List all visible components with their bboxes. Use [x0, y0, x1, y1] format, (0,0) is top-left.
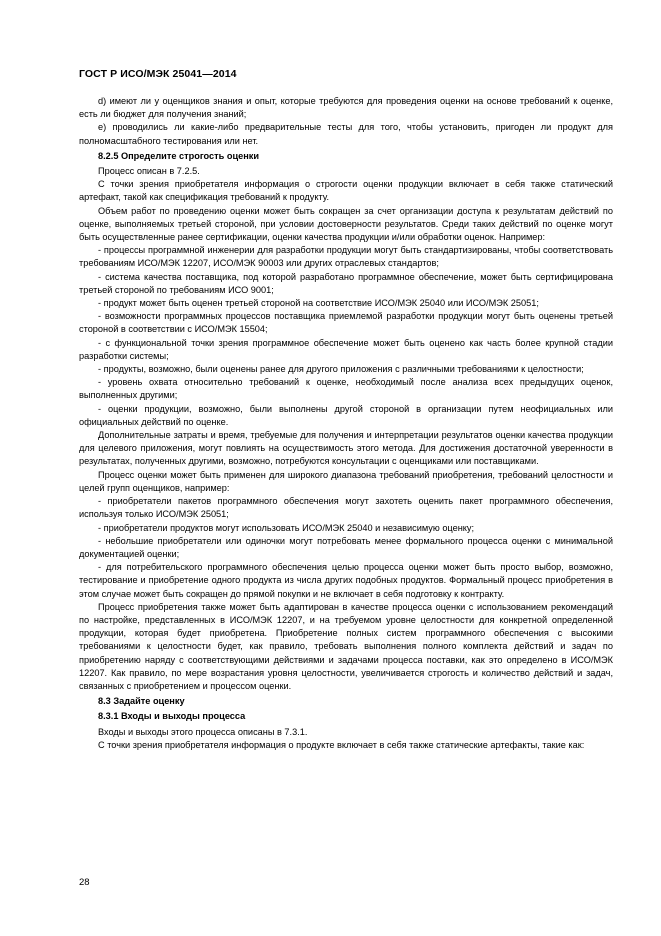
- list-item: - для потребительского программного обеспечения целью процесса оценки может быть просто выбор, возможно, тестирование и приобретение одного продукта из числа других подобных продуктов. Формальный процесс приобретения в этом случае может быть сокращен до прямой покупки и не включает в себя подготовку к контракту.: [79, 562, 613, 599]
- page-number: 28: [79, 877, 90, 888]
- list-item: - возможности программных процессов поставщика приемлемой разработки продукции могут быть оценены третьей стороной в соответствии с ИСО/МЭК 15504;: [79, 311, 613, 335]
- list-item: - небольшие приобретатели или одиночки могут потребовать менее формального процесса оценки с минимальной документацией оценки;: [79, 535, 613, 559]
- document-body: [79, 95, 613, 752]
- list-item: - продукты, возможно, были оценены ранее для другого приложения с различными требованиями к целостности;: [98, 364, 584, 375]
- list-item: - приобретатели продуктов могут использовать ИСО/МЭК 25040 и независимую оценку;: [98, 522, 475, 533]
- section-heading-8-3-1: 8.3.1 Входы и выходы процесса: [98, 711, 246, 722]
- paragraph: Объем работ по проведению оценки может быть сокращен за счет организации доступа к результатам действий по оценке, выполняемых третьей стороной, при условии достоверности результатов. Среди таких действий по оценке могут быть осуществленные ранее сертификации, оценки качества продукции и/или обработки оценок. Например:: [79, 205, 613, 243]
- list-item: - приобретатели пакетов программного обеспечения могут захотеть оценить пакет программного обеспечения, используя только ИСО/МЭК 25051;: [79, 496, 613, 520]
- list-item: - продукт может быть оценен третьей стороной на соответствие ИСО/МЭК 25040 или ИСО/МЭК 25051;: [98, 298, 539, 309]
- paragraph: Дополнительные затраты и время, требуемые для получения и интерпретации результатов оценки качества продукции для целевого приложения, могут повлиять на осуществимость этого метода. Для достижения достаточной уверенности в результатах, полученных другими, возможно, потребуются консультации с оценщиками или поставщиками.: [79, 430, 613, 467]
- list-item: - оценки продукции, возможно, были выполнены другой стороной в организации путем неофициальных или официальных действий по оценке.: [79, 403, 613, 427]
- paragraph: Процесс оценки может быть применен для широкого диапазона требований приобретения, требований целостности и целей групп оценщиков, например:: [79, 469, 613, 493]
- section-heading-8-3: 8.3 Задайте оценку: [98, 696, 185, 707]
- paragraph: С точки зрения приобретателя информация о строгости оценки продукции включает в себя также статический артефакт, такой как спецификация требований к продукту.: [79, 179, 613, 203]
- paragraph: С точки зрения приобретателя информация о продукте включает в себя также статические артефакты, такие как:: [98, 739, 585, 750]
- paragraph: Процесс приобретения также может быть адаптирован в качестве процесса оценки с использованием рекомендаций по настройке, представленных в ИСО/МЭК 12207, и на требуемом уровне целостности для конкретной определенной продукции, которая будет приобретена. Приобретение полных систем программного обеспечения с высокими требованиями к целостности будет, как правило, требовать выполнения полного комплекта действий и задач по приобретению наряду с соответствующими действиями и задачами процесса поставки, как это определено в ИСО/МЭК 12207. Как правило, по мере возрастания уровня целостности, увеличивается строгость и количество действий и задач, связанных с приобретением и процессом оценки.: [79, 601, 613, 691]
- page-header-title: ГОСТ Р ИСО/МЭК 25041—2014: [79, 68, 237, 80]
- list-item: - уровень охвата относительно требований к оценке, необходимый после анализа всех предыдущих оценок, выполненных другими;: [79, 377, 613, 401]
- list-item-e: e) проводились ли какие-либо предварительные тесты для того, чтобы установить, пригоден ли продукт для полномасштабного тестирования или нет.: [79, 122, 613, 146]
- list-item: - система качества поставщика, под которой разработано программное обеспечение, может быть сертифицирована третьей стороной по требованиям ИСО 9001;: [79, 271, 613, 295]
- paragraph: Входы и выходы этого процесса описаны в 7.3.1.: [98, 726, 308, 737]
- list-item: - процессы программной инженерии для разработки продукции могут быть стандартизированы, чтобы соответствовать требованиям ИСО/МЭК 12207, ИСО/МЭК 90003 или других отраслевых стандартов;: [79, 245, 613, 269]
- list-item-d: d) имеют ли у оценщиков знания и опыт, которые требуются для проведения оценки на основе требований к оценке, есть ли бюджет для получения знаний;: [79, 96, 613, 120]
- section-heading-8-2-5: 8.2.5 Определите строгость оценки: [98, 150, 259, 161]
- paragraph: Процесс описан в 7.2.5.: [98, 166, 200, 177]
- list-item: - с функциональной точки зрения программное обеспечение может быть оценено как часть более крупной стадии разработки системы;: [79, 337, 613, 361]
